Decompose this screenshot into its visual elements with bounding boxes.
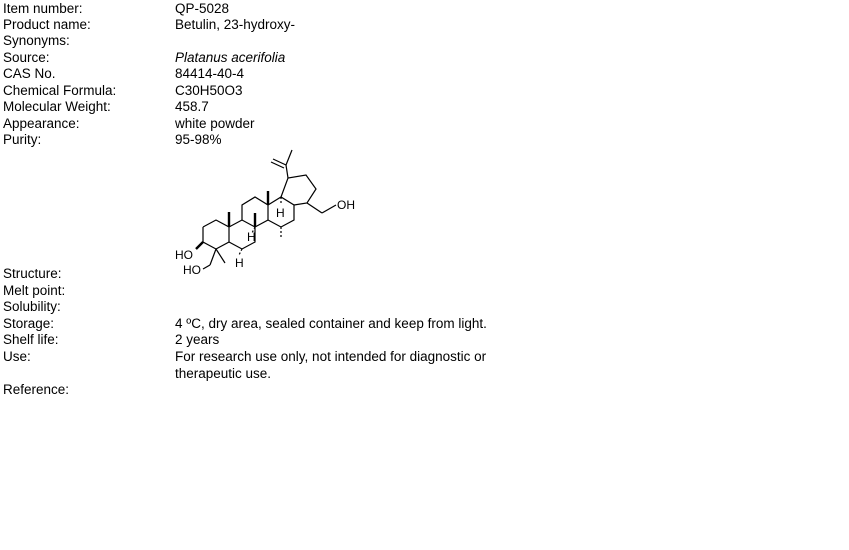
methyl-bond [216,249,225,263]
use-value: For research use only, not intended for diagnostic or [175,349,487,364]
h-label-1: H [247,230,256,244]
cas-row [0,65,849,82]
formula-value: C30H50O3 [175,83,243,98]
solubility-label: Solubility: [3,299,61,314]
h-label-2: H [276,206,285,220]
isopropenyl-bond [286,165,288,178]
reference-row [0,381,849,398]
formula-row [0,82,849,99]
purity-value: 95-98% [175,132,222,147]
melt-point-label: Melt point: [3,283,66,298]
isopropenyl-bond [286,150,292,165]
source-label: Source: [3,50,50,65]
shelf-life-value: 2 years [175,332,220,347]
reference-label: Reference: [3,382,70,397]
chemical-structure-diagram [170,145,370,280]
storage-value: 4 ºC, dry area, sealed container and keep from light. [175,316,487,331]
structure-row [0,265,849,282]
molecular-weight-value: 458.7 [175,99,209,114]
oh-right-label: OH [337,198,355,212]
ch2oh-bond [322,205,336,213]
use-row [0,348,849,381]
product-name-row [0,16,849,33]
appearance-label: Appearance: [3,116,80,131]
purity-label: Purity: [3,132,42,147]
use-value-line2: therapeutic use. [175,366,272,381]
item-number-label: Item number: [3,1,83,16]
formula-label: Chemical Formula: [3,83,117,98]
product-name-value: Betulin, 23-hydroxy- [175,17,296,32]
h-label-3: H [235,256,244,270]
shelf-life-label: Shelf life: [3,332,59,347]
appearance-row [0,115,849,132]
appearance-value: white powder [175,116,255,131]
h-bond [239,249,242,255]
ch2oh-bond [307,203,322,213]
cas-label: CAS No. [3,66,56,81]
item-number-row [0,0,849,17]
ring-a [203,220,229,249]
solubility-row [0,298,849,315]
ch2oh-bond [210,249,216,265]
shelf-life-row [0,331,849,348]
source-row [0,49,849,66]
cas-value: 84414-40-4 [175,66,245,81]
ho-bottom-label: HO [183,263,201,277]
purity-row [0,131,849,148]
oh-bond [196,242,203,249]
structure-label: Structure: [3,266,62,281]
use-label: Use: [3,349,31,364]
molecular-weight-row [0,98,849,115]
ho-left-label: HO [175,248,193,262]
synonyms-label: Synonyms: [3,33,70,48]
storage-label: Storage: [3,316,55,331]
source-value: Platanus acerifolia [175,50,286,65]
synonyms-row [0,32,849,49]
storage-row [0,315,849,332]
molecular-weight-label: Molecular Weight: [3,99,111,114]
item-number-value: QP-5028 [175,1,230,16]
product-name-label: Product name: [3,17,91,32]
melt-point-row [0,282,849,299]
